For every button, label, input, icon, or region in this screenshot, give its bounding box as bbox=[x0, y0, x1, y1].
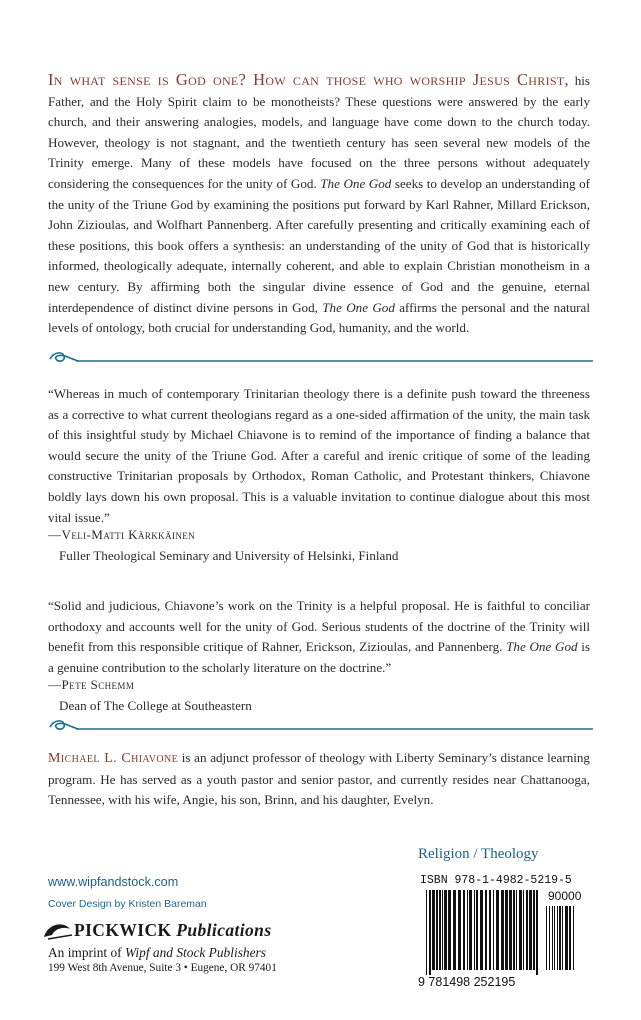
ornament-divider-2 bbox=[48, 716, 593, 734]
barcode-bar bbox=[519, 890, 522, 970]
barcode-bar bbox=[526, 890, 528, 970]
book-description bbox=[48, 70, 590, 339]
publisher-name-publications: Publications bbox=[176, 920, 272, 940]
description-title-ref-2: The One God bbox=[322, 299, 395, 315]
author-name: Michael L. Chiavone bbox=[48, 751, 179, 766]
barcode-bar bbox=[439, 890, 441, 970]
barcode-bar bbox=[505, 890, 508, 970]
ean-bars bbox=[426, 890, 538, 975]
endorsement-2-attribution bbox=[48, 675, 252, 716]
barcode-bar bbox=[444, 890, 447, 970]
ean-digits: 9 781498 252195 bbox=[418, 975, 516, 989]
barcode-bar bbox=[436, 890, 438, 970]
endorsement-1-author: —Veli-Matti Kärkkäinen bbox=[48, 527, 196, 542]
endorsement-2-affiliation: Dean of The College at Southeastern bbox=[59, 697, 252, 713]
barcode-bar bbox=[569, 906, 571, 970]
publisher-website: www.wipfandstock.com bbox=[48, 875, 179, 889]
description-title-ref: The One God bbox=[320, 175, 392, 191]
barcode-bar bbox=[432, 890, 435, 970]
author-bio bbox=[48, 748, 590, 811]
barcode-bar bbox=[557, 906, 558, 970]
endorsement-2-text-a: “Solid and judicious, Chiavone’s work on the Trinity is a helpful proposal. He is faithful to conciliar orthodoxy and accounts well for the unity of God. Serious students of the doctrine of the Trinity will benefit from this responsible critique of Rahner, Erickson, Zizioulas, and Pannenberg. bbox=[48, 598, 590, 655]
endorsement-1 bbox=[48, 384, 590, 528]
barcode-bar bbox=[529, 890, 532, 970]
barcode-bar bbox=[549, 906, 550, 970]
barcode-bar bbox=[559, 906, 561, 970]
imprint-parent: Wipf and Stock Publishers bbox=[125, 945, 266, 960]
barcode-bar bbox=[453, 890, 456, 970]
barcode-bar bbox=[509, 890, 512, 970]
cover-design-credit: Cover Design by Kristen Bareman bbox=[48, 898, 207, 910]
isbn-barcode bbox=[418, 870, 582, 991]
barcode-bar bbox=[476, 890, 478, 970]
addon-price-code: 90000 bbox=[548, 889, 582, 903]
barcode-bar bbox=[480, 890, 483, 970]
endorsement-2-title-ref: The One God bbox=[506, 639, 578, 655]
barcode-bar bbox=[523, 890, 524, 970]
barcode-bar bbox=[458, 890, 461, 970]
publisher-name bbox=[74, 920, 272, 941]
barcode-bar bbox=[513, 890, 515, 970]
barcode-bar bbox=[536, 890, 538, 975]
barcode-bar bbox=[496, 890, 499, 970]
barcode-bar bbox=[546, 906, 547, 970]
endorsement-1-affiliation: Fuller Theological Seminary and University of Helsinki, Finland bbox=[59, 547, 399, 563]
barcode-bar bbox=[442, 890, 443, 970]
imprint-prefix: An imprint of bbox=[48, 945, 125, 960]
barcode-bar bbox=[426, 890, 427, 975]
ornament-divider-1 bbox=[48, 348, 593, 366]
barcode-bar bbox=[554, 906, 555, 970]
author-bio-text: is an adjunct professor of theology with Liberty Seminary’s distance learning program. He has served as a youth pastor and senior pastor, and currently resides near Chattanooga, Tennessee, with his wife, Angie, his son, Brinn, and his daughter, Evelyn. bbox=[48, 750, 590, 808]
barcode-bar bbox=[467, 890, 468, 970]
description-lead: In what sense is God one? How can those who worship Jesus Christ, bbox=[48, 70, 569, 89]
barcode-bar bbox=[489, 890, 491, 970]
barcode-bar bbox=[501, 890, 504, 970]
category-label: Religion / Theology bbox=[418, 846, 539, 862]
barcode-bar bbox=[463, 890, 465, 970]
barcode-bar bbox=[448, 890, 451, 970]
endorsement-2-text-b: is a genuine contribution to the scholarly literature on the doctrine.” bbox=[48, 639, 590, 675]
endorsement-2-author: —Pete Schemm bbox=[48, 677, 135, 692]
barcode-bar bbox=[552, 906, 553, 970]
description-part-2: seeks to develop an understanding of the unity of the Triune God by examining the positions put forward by Karl Rahner, Millard Erickson, John Zizioulas, and Wolfhart Pannenberg. After carefully presenting and critically examining each of these positions, this book offers a synthesis: an understanding of the unity of God that is historically informed, theologically adequate, internally coherent, and able to explain Christian monotheism in a new century. By affirming both the singular divine essence of God and the genuine, eternal interdependence of distinct divine persons in God, bbox=[48, 175, 590, 315]
description-part-3: affirms the personal and the natural levels of ontology, both crucial for understanding God, humanity, and the world. bbox=[48, 299, 590, 336]
barcode-bar bbox=[573, 906, 574, 970]
endorsement-1-attribution bbox=[48, 525, 398, 566]
barcode-bar bbox=[485, 890, 487, 970]
endorsement-2 bbox=[48, 596, 590, 678]
description-part-1: his Father, and the Holy Spirit claim to be monotheists? These questions were answered by the early church, and their answering analogies, models, and language have come down to the church today. However, theology is not stagnant, and the twentieth century has seen several new models of the Trinity emerge. Many of these models have focused on the three persons without adequately considering the consequences for the unity of God. bbox=[48, 73, 590, 191]
barcode-bar bbox=[493, 890, 494, 970]
barcode-bar bbox=[516, 890, 517, 970]
barcode-bar bbox=[469, 890, 472, 970]
isbn-text: ISBN 978-1-4982-5219-5 bbox=[420, 874, 572, 887]
imprint-line bbox=[48, 945, 266, 961]
barcode-bar bbox=[429, 890, 431, 975]
barcode-bar bbox=[562, 906, 563, 970]
publisher-name-main: PICKWICK bbox=[74, 920, 177, 940]
barcode-bar bbox=[533, 890, 535, 970]
endorsement-1-text: “Whereas in much of contemporary Trinitarian theology there is a definite push toward the threeness as a corrective to what current theologians regard as a one-sided affirmation of the unity, the main task of this insightful study by Michael Chiavone is to remind of the importance of finding a balance that would secure the unity of the Triune God. After a careful and irenic critique of some of the leading constructive Trinitarian proposals by Orthodox, Roman Catholic, and Protestant thinkers, Chiavone boldly lays down his own proposal. This is a valuable invitation to continue dialogue about this most vital issue.” bbox=[48, 386, 590, 525]
barcode-bar bbox=[474, 890, 475, 970]
publisher-address: 199 West 8th Avenue, Suite 3 • Eugene, OR 97401 bbox=[48, 962, 277, 974]
barcode-bar bbox=[565, 906, 568, 970]
